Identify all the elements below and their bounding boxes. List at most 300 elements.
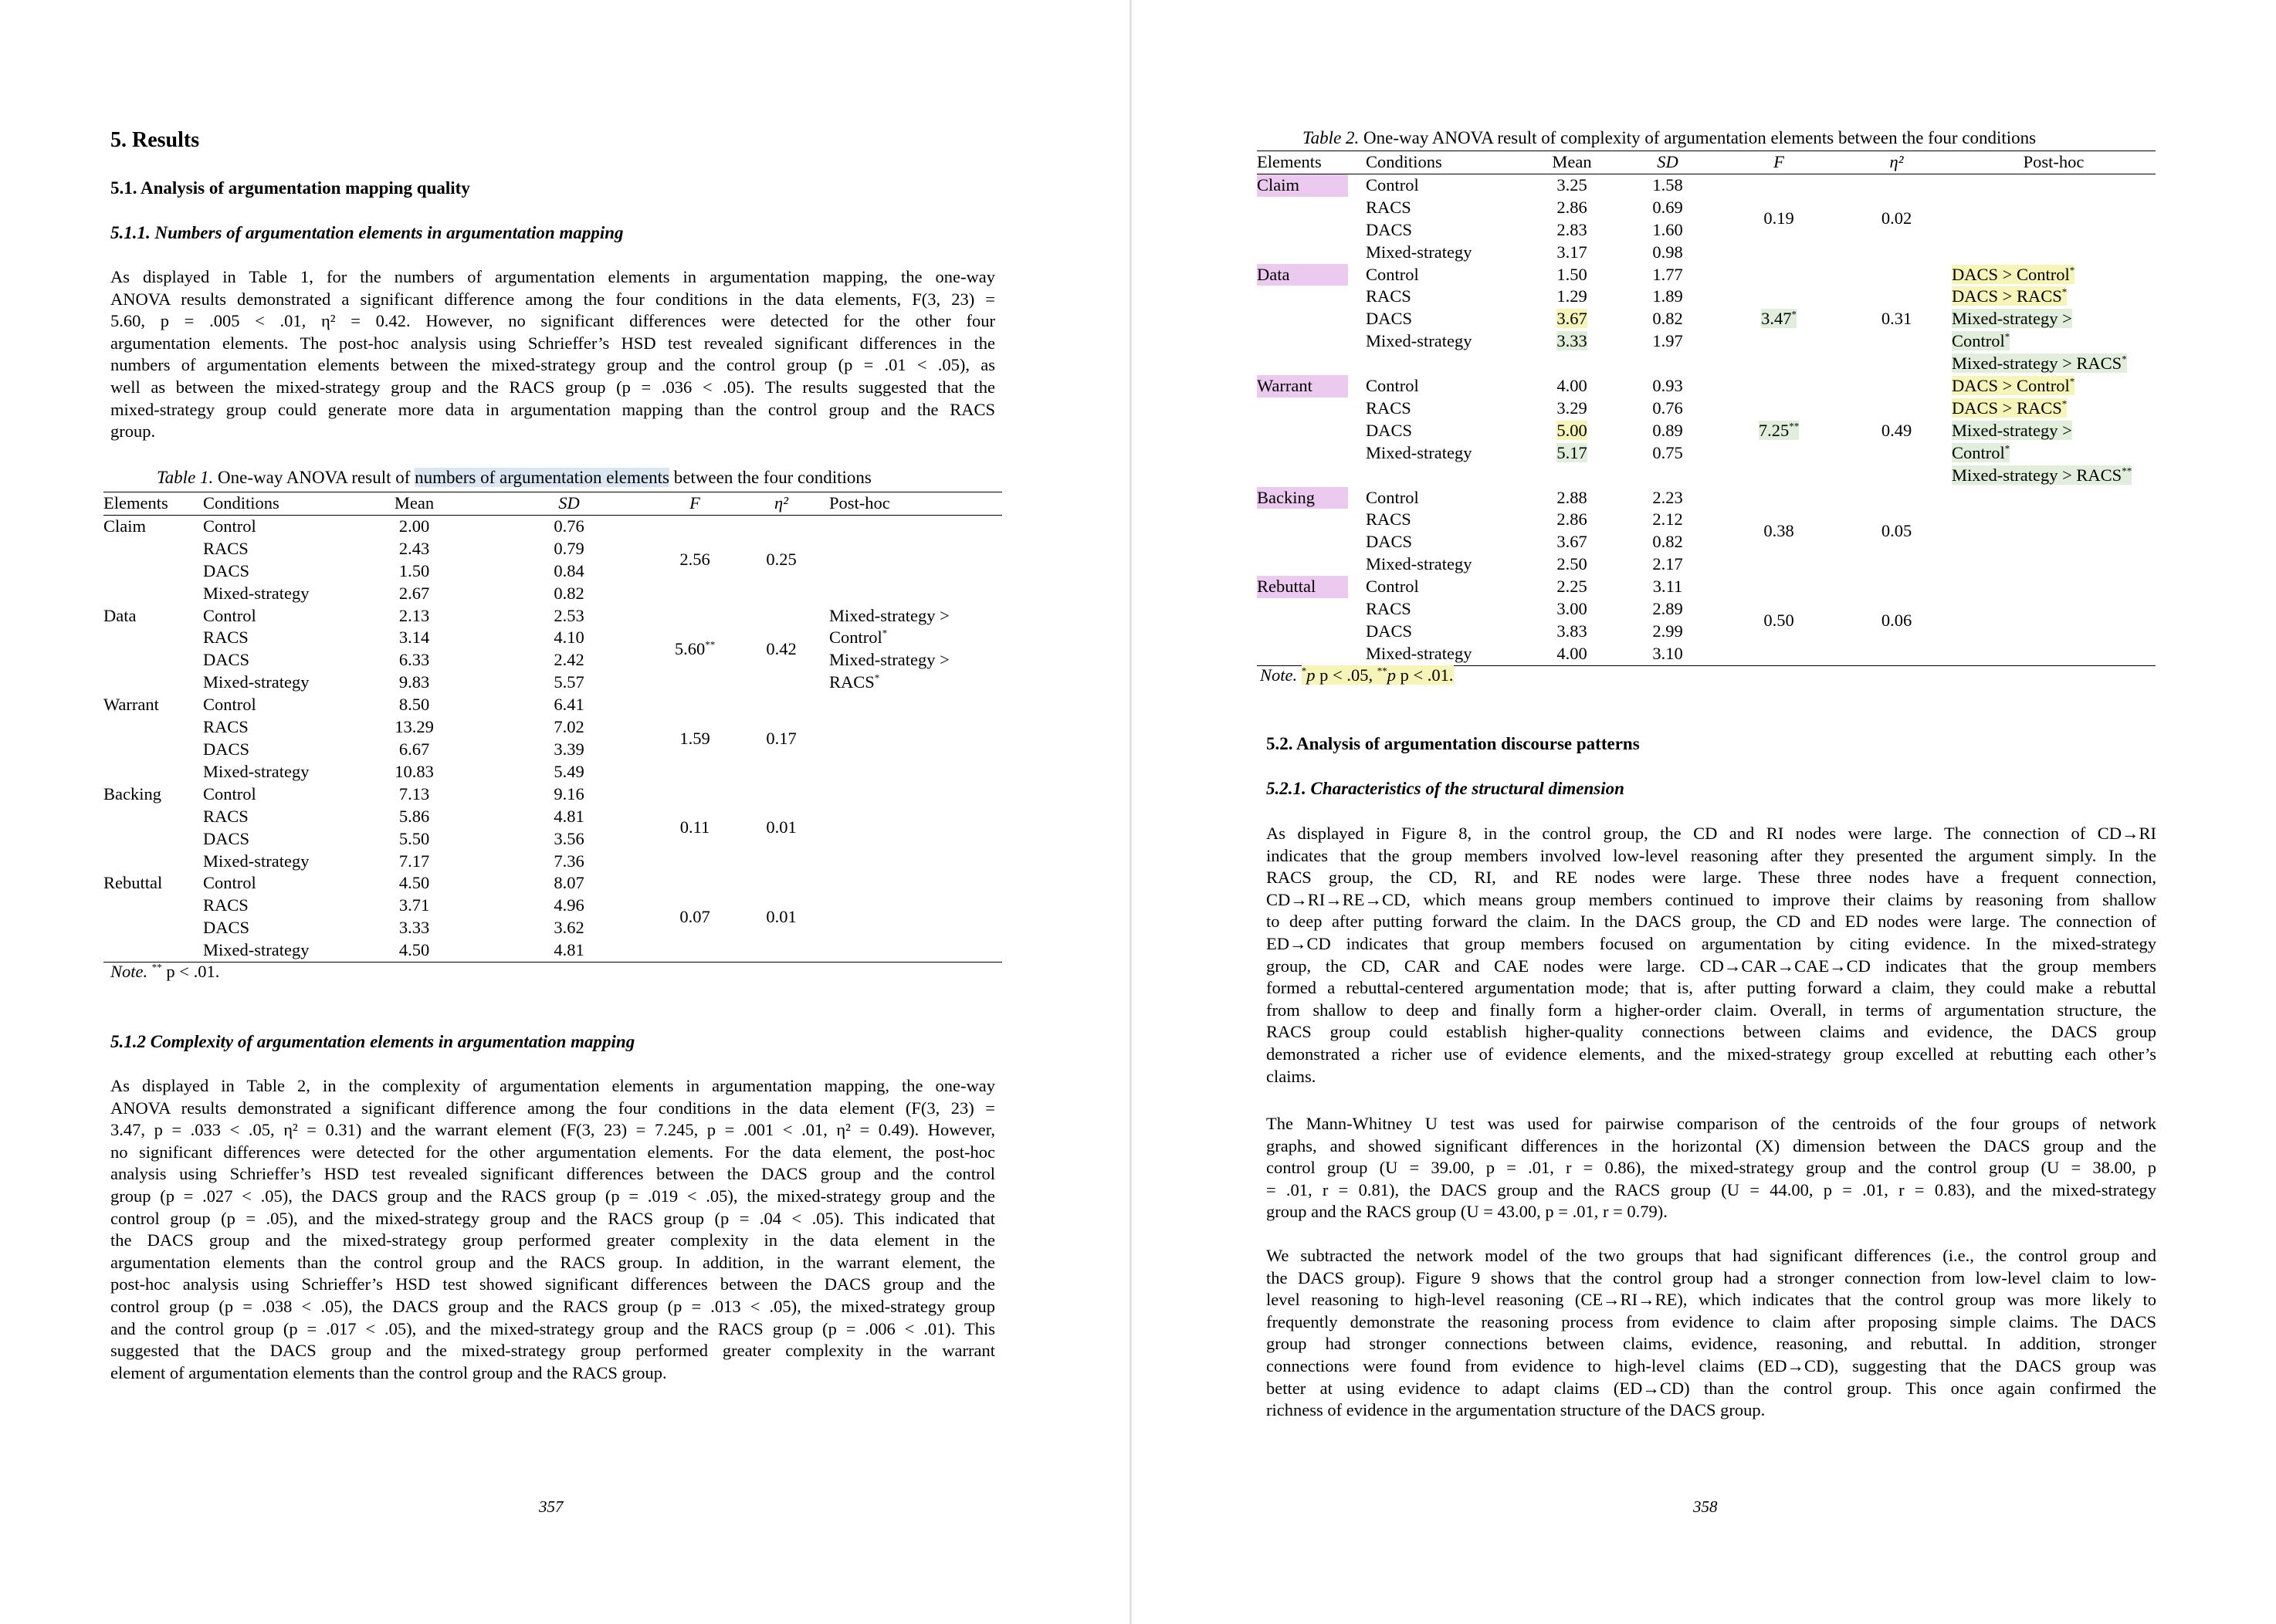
cell-condition: Control <box>203 873 256 893</box>
cell-sd: 6.41 <box>554 695 584 715</box>
cell-f <box>656 783 733 873</box>
cell-mean: 2.00 <box>398 516 430 536</box>
table-row <box>1257 375 2156 398</box>
cell-eta-squared: 0.05 <box>1881 520 1912 540</box>
table-row <box>1257 174 2156 196</box>
cell-sd <box>1619 465 1716 487</box>
table1-header-row <box>103 492 1002 516</box>
section-5-1-2-heading: 5.1.2 Complexity of argumentation elements in argumentation mapping <box>110 1032 635 1051</box>
text-line: the DACS group and the mixed-strategy group performed greater complexity in the data element in the <box>110 1230 995 1250</box>
cell-condition: Mixed-strategy <box>1366 242 1472 262</box>
table-row <box>1257 264 2156 286</box>
text-line: to deep after putting forward the claim. In the DACS group, the CD and ED nodes were large. The connection of <box>1266 912 2156 932</box>
cell-mean: 2.83 <box>1556 219 1587 239</box>
cell-element <box>1257 286 1366 308</box>
cell-sd: 3.11 <box>1652 577 1683 597</box>
cell-element <box>1257 576 1366 598</box>
cell-mean: 10.83 <box>395 761 434 781</box>
element-label-highlight: Rebuttal <box>1257 576 1348 598</box>
header-elements: Elements <box>103 493 168 513</box>
page-358 <box>1132 0 2276 1624</box>
mean-highlight: 3.33 <box>1556 331 1587 351</box>
text-line: element of argumentation elements than the control group and the RACS group. <box>110 1362 667 1382</box>
significance-marker: * <box>2004 442 2010 455</box>
f-value <box>1763 611 1793 630</box>
text-line: and the control group (p = .017 < .05), and the mixed-strategy group and the RACS group (p = .006 < .01). This <box>110 1318 995 1338</box>
header-post-hoc: Post-hoc <box>2023 152 2085 171</box>
cell-sd: 0.82 <box>1652 532 1683 552</box>
text-line: ANOVA results demonstrated a significant difference among the four conditions in the data elements, F(3, 23) = <box>110 289 995 309</box>
cell-element <box>1257 598 1366 621</box>
cell-condition: Mixed-strategy <box>203 940 310 960</box>
element-label-highlight: Backing <box>1257 487 1348 509</box>
cell-element <box>1257 420 1366 442</box>
cell-element <box>1257 174 1366 196</box>
cell-element <box>1257 553 1366 576</box>
cell-f <box>1716 264 1841 376</box>
section-5-1-heading: 5.1. Analysis of argumentation mapping quality <box>110 178 470 198</box>
text-line: argumentation elements. The post-hoc analysis using Schrieffer’s HSD test revealed significant differences in the <box>110 333 995 353</box>
post-hoc-text: DACS > Control <box>1952 264 2070 284</box>
cell-condition: RACS <box>203 895 249 915</box>
cell-element <box>1257 442 1366 465</box>
cell-sd: 1.77 <box>1652 264 1683 284</box>
cell-condition: RACS <box>1366 398 1411 418</box>
post-hoc-line <box>1952 420 2156 442</box>
text-line: from shallow to deep and finally form a higher-order claim. Overall, in terms of argumentation structure, the <box>1266 1000 2156 1020</box>
cell-condition: DACS <box>1366 621 1413 641</box>
f-number: 0.11 <box>679 817 710 837</box>
cell-f <box>1716 174 1841 263</box>
text-line: demonstrated a richer use of evidence elements, and the mixed-strategy group excelled at rebutting each other’s <box>1266 1044 2156 1064</box>
cell-condition: DACS <box>1366 532 1413 552</box>
cell-mean: 3.25 <box>1556 174 1587 195</box>
cell-sd: 0.75 <box>1652 442 1683 462</box>
table2-caption: Table 2. One-way ANOVA result of complexity of argumentation elements between the four conditions <box>1302 128 2037 147</box>
cell-sd: 0.82 <box>554 583 584 603</box>
cell-element: Warrant <box>103 695 159 715</box>
cell-condition: DACS <box>1366 309 1413 329</box>
cell-f <box>656 872 733 962</box>
cell-element: Claim <box>103 516 146 536</box>
cell-element <box>1257 308 1366 330</box>
cell-mean: 5.86 <box>398 806 430 826</box>
cell-element <box>103 538 203 560</box>
paragraph-5-2-1-b <box>1266 1113 2156 1223</box>
cell-element: Rebuttal <box>103 873 163 893</box>
section-5-1-1-heading: 5.1.1. Numbers of argumentation elements in argumentation mapping <box>110 223 624 242</box>
paragraph-5-2-1-c <box>1266 1245 2156 1422</box>
cell-sd: 1.97 <box>1652 331 1683 351</box>
cell-mean: 7.17 <box>398 851 430 871</box>
f-number: 7.25 <box>1758 420 1790 440</box>
cell-condition <box>1366 465 1525 487</box>
text-line: better at using evidence to adapt claims (ED→CD) than the control group. This once again confirmed the <box>1266 1378 2156 1398</box>
cell-mean: 4.50 <box>398 873 430 893</box>
post-hoc-text: Mixed-strategy > <box>1952 309 2072 329</box>
table2-header-row <box>1257 151 2156 174</box>
cell-eta-squared: 0.06 <box>1881 610 1912 630</box>
cell-sd: 0.98 <box>1652 242 1683 262</box>
cell-mean <box>1525 353 1619 375</box>
cell-condition: Control <box>1366 577 1419 597</box>
cell-mean: 2.50 <box>1556 554 1587 574</box>
significance-marker: * <box>2004 330 2010 343</box>
post-hoc-text: Control <box>829 628 882 648</box>
cell-element <box>103 939 203 962</box>
table2-note: Note. *p p < .05, **p p < .01. <box>1260 665 1454 685</box>
post-hoc-line <box>1952 398 2156 420</box>
cell-sd: 0.89 <box>1652 420 1683 440</box>
cell-sd: 4.10 <box>554 628 584 648</box>
cell-element <box>1257 643 1366 665</box>
table2 <box>1257 151 2156 666</box>
cell-sd: 0.76 <box>1652 398 1683 418</box>
cell-sd: 5.49 <box>554 761 584 781</box>
cell-condition: RACS <box>1366 286 1411 306</box>
post-hoc-text: Mixed-strategy > <box>1952 420 2072 440</box>
cell-element: Backing <box>103 783 161 804</box>
cell-mean: 6.33 <box>398 650 430 670</box>
post-hoc-text: Control <box>1952 442 2005 462</box>
f-value <box>679 729 710 748</box>
text-line: CD→RI→RE→CD, which means group members continued to improve their claims by reasoning from shallow <box>1266 889 2156 909</box>
paragraph-5-2-1-a <box>1266 823 2156 1088</box>
cell-condition: RACS <box>203 806 249 826</box>
element-label-highlight: Claim <box>1257 174 1348 197</box>
cell-condition: RACS <box>1366 197 1411 217</box>
cell-element <box>103 851 203 873</box>
cell-condition: DACS <box>203 650 250 670</box>
cell-post-hoc <box>829 872 1002 962</box>
header-eta-squared: η² <box>774 493 788 513</box>
cell-element <box>103 739 203 761</box>
table1-caption: Table 1. One-way ANOVA result of numbers of argumentation elements between the four conditions <box>157 468 872 487</box>
text-line: claims. <box>1266 1066 1316 1086</box>
header-f: F <box>689 493 700 513</box>
cell-element <box>103 716 203 739</box>
section-5-2-1-heading: 5.2.1. Characteristics of the structural dimension <box>1266 779 1624 798</box>
f-value <box>675 639 715 658</box>
cell-sd: 2.99 <box>1652 621 1683 641</box>
post-hoc-line <box>1952 465 2156 487</box>
cell-f <box>1716 576 1841 665</box>
cell-sd: 4.81 <box>554 806 584 826</box>
cell-eta-squared: 0.25 <box>766 550 797 570</box>
cell-sd: 9.16 <box>554 783 584 804</box>
section-5-2-heading: 5.2. Analysis of argumentation discourse patterns <box>1266 734 1640 753</box>
post-hoc-text: DACS > RACS <box>1952 286 2062 306</box>
table1 <box>103 492 1002 963</box>
cell-mean: 3.67 <box>1556 532 1587 552</box>
cell-mean: 3.71 <box>398 895 430 915</box>
text-line: 5.60, p = .005 < .01, η² = 0.42. However, no significant differences were detected for the other four <box>110 311 995 331</box>
cell-mean: 13.29 <box>395 717 434 737</box>
cell-eta-squared: 0.17 <box>766 728 797 748</box>
text-line: richness of evidence in the argumentation structure of the DACS group. <box>1266 1400 1766 1420</box>
text-line: the DACS group). Figure 9 shows that the control group had a stronger connection from low-level claim to low- <box>1266 1267 2156 1287</box>
cell-post-hoc <box>1952 174 2156 263</box>
paragraph-5-1-2 <box>110 1075 995 1384</box>
cell-element <box>103 627 203 649</box>
cell-mean: 2.67 <box>398 583 430 603</box>
cell-condition: RACS <box>1366 599 1411 619</box>
cell-condition: RACS <box>1366 509 1411 529</box>
cell-f <box>656 515 733 604</box>
cell-mean: 6.67 <box>398 739 430 759</box>
cell-condition: DACS <box>203 828 250 848</box>
cell-element <box>1257 621 1366 643</box>
f-number: 2.56 <box>679 550 710 570</box>
text-line: group. <box>110 421 156 442</box>
cell-condition: DACS <box>1366 420 1413 440</box>
significance-marker: * <box>2061 286 2068 298</box>
table-row <box>1257 576 2156 598</box>
section-heading-results: 5. Results <box>110 128 200 152</box>
cell-mean: 3.00 <box>1556 599 1587 619</box>
text-line: control group (p = .05), and the mixed-strategy group and the RACS group (p = .04 < .05). This indicated that <box>110 1208 995 1228</box>
post-hoc-line <box>829 627 1002 649</box>
cell-mean: 1.50 <box>398 560 430 580</box>
cell-condition: Control <box>1366 376 1419 396</box>
cell-element <box>1257 487 1366 509</box>
cell-condition: Mixed-strategy <box>1366 643 1472 663</box>
f-number: 0.50 <box>1763 610 1794 630</box>
cell-sd: 0.82 <box>1652 309 1683 329</box>
cell-element: Data <box>103 605 137 625</box>
page-357 <box>0 0 1130 1624</box>
text-line: analysis using Schrieffer’s HSD test revealed significant differences between the DACS group and the control <box>110 1164 995 1184</box>
cell-element <box>103 917 203 939</box>
post-hoc-text: DACS > Control <box>1952 376 2070 396</box>
cell-mean: 3.83 <box>1556 621 1587 641</box>
cell-mean: 2.13 <box>398 605 430 625</box>
table-row <box>103 605 1002 628</box>
cell-sd: 1.89 <box>1652 286 1683 306</box>
cell-mean: 3.33 <box>398 918 430 938</box>
cell-mean: 2.43 <box>398 538 430 558</box>
cell-sd: 4.81 <box>554 940 584 960</box>
cell-sd: 0.79 <box>554 538 584 558</box>
cell-sd: 2.42 <box>554 650 584 670</box>
cell-eta-squared: 0.42 <box>766 638 797 658</box>
post-hoc-line <box>1952 353 2156 375</box>
cell-eta-squared: 0.01 <box>766 906 797 926</box>
cell-f <box>1716 375 1841 487</box>
cell-mean: 2.86 <box>1556 509 1587 529</box>
text-line: connections were found from evidence to high-level claims (ED→CD), suggesting that the DACS group was <box>1266 1355 2156 1375</box>
cell-sd <box>1619 353 1716 375</box>
cell-element <box>103 560 203 583</box>
cell-sd: 0.93 <box>1652 376 1683 396</box>
cell-condition: RACS <box>203 717 249 737</box>
text-line: level reasoning to high-level reasoning (CE→RI→RE), which indicates that the control group was more likely to <box>1266 1290 2156 1310</box>
f-value <box>1761 309 1797 328</box>
post-hoc-text: DACS > RACS <box>1952 398 2062 418</box>
cell-element <box>103 583 203 605</box>
cell-sd: 0.84 <box>554 560 584 580</box>
cell-condition: Control <box>1366 264 1419 284</box>
cell-eta-squared: 0.02 <box>1881 208 1912 228</box>
text-line: = .01, r = 0.81), the DACS group and the RACS group (U = 44.00, p = .01, r = 0.83), and the mixed-strategy <box>1266 1179 2156 1199</box>
cell-sd: 2.89 <box>1652 599 1683 619</box>
cell-condition: Mixed-strategy <box>203 672 310 692</box>
cell-element <box>103 806 203 828</box>
header-mean: Mean <box>1552 152 1592 171</box>
cell-post-hoc <box>1952 576 2156 665</box>
f-number: 0.19 <box>1763 208 1794 228</box>
cell-condition: DACS <box>203 739 250 759</box>
cell-sd: 8.07 <box>554 873 584 893</box>
post-hoc-line <box>1952 442 2156 465</box>
f-value <box>1759 421 1799 440</box>
post-hoc-line <box>1952 286 2156 308</box>
cell-sd: 2.23 <box>1652 487 1683 507</box>
cell-mean: 2.88 <box>1556 487 1587 507</box>
f-number: 3.47 <box>1761 309 1792 329</box>
text-line: RACS group could establish higher-quality connections between claims and evidence, the DACS group <box>1266 1022 2156 1042</box>
text-line: graphs, and showed significant differences in the horizontal (X) dimension between the DACS group and the <box>1266 1135 2156 1155</box>
table-row <box>103 872 1002 895</box>
table-row <box>103 515 1002 537</box>
f-number: 1.59 <box>679 728 710 748</box>
cell-condition: RACS <box>203 628 249 648</box>
cell-sd: 2.17 <box>1652 554 1683 574</box>
header-elements: Elements <box>1257 152 1322 171</box>
significance-marker: * <box>2069 375 2075 387</box>
text-line: numbers of argumentation elements between the mixed-strategy group and the control group (p = .01 < .05), as <box>110 355 995 375</box>
post-hoc-line <box>1952 330 2156 353</box>
post-hoc-line <box>1952 264 2156 286</box>
cell-post-hoc <box>829 515 1002 604</box>
cell-mean: 4.00 <box>1556 643 1587 663</box>
text-line: As displayed in Table 2, in the complexity of argumentation elements in argumentation mapping, the one-way <box>110 1076 995 1095</box>
paragraph-5-1-1 <box>110 266 995 443</box>
significance-marker: * <box>2061 398 2068 410</box>
cell-sd: 0.76 <box>554 516 584 536</box>
significance-marker: ** <box>2122 465 2132 477</box>
text-line: ANOVA results demonstrated a significant difference among the four conditions in the data element (F(3, 23) = <box>110 1098 995 1118</box>
cell-sd: 0.69 <box>1652 197 1683 217</box>
cell-mean: 5.50 <box>398 828 430 848</box>
cell-mean: 3.29 <box>1556 398 1587 418</box>
cell-element <box>1257 242 1366 264</box>
f-value <box>680 817 710 837</box>
text-line: frequently demonstrate the reasoning process from evidence to claim after proposing simple claims. The DACS <box>1266 1311 2156 1331</box>
table-row <box>103 783 1002 806</box>
cell-condition: DACS <box>203 560 250 580</box>
cell-mean: 3.17 <box>1556 242 1587 262</box>
table-row <box>103 694 1002 716</box>
cell-mean: 4.00 <box>1556 376 1587 396</box>
text-line: argumentation elements than the control group and the RACS group. In addition, in the warrant element, the <box>110 1252 995 1272</box>
cell-mean: 7.13 <box>398 783 430 804</box>
cell-mean: 9.83 <box>398 672 430 692</box>
text-line: The Mann-Whitney U test was used for pairwise comparison of the centroids of the four groups of network <box>1266 1114 2156 1133</box>
cell-element <box>1257 398 1366 420</box>
text-line: group, the CD, CAR and CAE nodes were large. CD→CAR→CAE→CD indicates that the group members <box>1266 956 2156 976</box>
cell-condition: RACS <box>203 538 249 558</box>
post-hoc-line <box>1952 308 2156 330</box>
cell-f <box>1716 487 1841 577</box>
cell-mean: 4.50 <box>398 940 430 960</box>
cell-condition: DACS <box>203 918 250 938</box>
mean-highlight: 5.17 <box>1556 442 1587 462</box>
cell-sd: 1.58 <box>1652 174 1683 195</box>
cell-element <box>1257 531 1366 553</box>
cell-sd: 2.53 <box>554 605 584 625</box>
post-hoc-text: RACS <box>829 672 875 692</box>
element-label-highlight: Warrant <box>1257 375 1348 398</box>
significance-marker: * <box>882 627 888 639</box>
cell-element <box>1257 330 1366 353</box>
cell-mean <box>1525 442 1619 465</box>
header-sd: SD <box>558 493 580 513</box>
cell-eta-squared: 0.01 <box>766 817 797 837</box>
cell-element <box>1257 509 1366 531</box>
post-hoc-line <box>829 605 1002 628</box>
table1-caption-highlight: numbers of argumentation elements <box>415 468 669 487</box>
significance-marker: ** <box>1789 420 1800 432</box>
f-number: 5.60 <box>674 638 706 658</box>
page-number: 358 <box>1693 1497 1718 1516</box>
post-hoc-line <box>829 672 1002 694</box>
cell-element <box>1257 197 1366 219</box>
text-line: ED→CD indicates that group members focused on argumentation by citing evidence. In the mixed-strategy <box>1266 933 2156 953</box>
cell-mean <box>1525 330 1619 353</box>
cell-element <box>1257 353 1366 375</box>
cell-sd: 3.10 <box>1652 643 1683 663</box>
cell-mean: 2.25 <box>1556 577 1587 597</box>
cell-element <box>1257 465 1366 487</box>
cell-condition: Control <box>1366 487 1419 507</box>
cell-condition: Control <box>203 605 256 625</box>
text-line: group and the RACS group (U = 43.00, p = .01, r = 0.79). <box>1266 1202 1668 1222</box>
text-line: formed a rebuttal-centered argumentation mode; that is, after putting forward a claim, they could make a rebuttal <box>1266 978 2156 998</box>
page-number: 357 <box>539 1497 564 1516</box>
text-line: well as between the mixed-strategy group and the RACS group (p = .036 < .05). The results suggested that the <box>110 377 995 397</box>
cell-element <box>1257 264 1366 286</box>
cell-post-hoc <box>1952 487 2156 577</box>
cell-sd: 7.02 <box>554 717 584 737</box>
cell-condition: DACS <box>1366 219 1413 239</box>
cell-post-hoc <box>829 783 1002 873</box>
cell-sd: 3.56 <box>554 828 584 848</box>
text-line: no significant differences were detected for the other argumentation elements. For the data element, the post-hoc <box>110 1142 995 1162</box>
cell-element <box>103 649 203 672</box>
f-value <box>1763 208 1793 228</box>
cell-sd: 7.36 <box>554 851 584 871</box>
f-value <box>679 550 710 569</box>
cell-sd: 1.60 <box>1652 219 1683 239</box>
cell-mean <box>1525 420 1619 442</box>
cell-post-hoc <box>829 605 1002 695</box>
mean-highlight: 3.67 <box>1556 309 1587 329</box>
cell-condition: Mixed-strategy <box>1366 331 1472 351</box>
cell-element <box>1257 219 1366 242</box>
cell-mean: 3.14 <box>398 628 430 648</box>
text-line: RACS group, the CD, RI, and RE nodes were large. These three nodes have a frequent connection, <box>1266 868 2156 888</box>
header-eta-squared: η² <box>1889 152 1904 171</box>
post-hoc-line <box>1952 375 2156 398</box>
cell-mean <box>1525 465 1619 487</box>
text-line: control group (p = .038 < .05), the DACS group and the RACS group (p = .013 < .05), the mixed-strategy group <box>110 1296 995 1316</box>
cell-post-hoc <box>1952 375 2156 487</box>
cell-condition: Mixed-strategy <box>203 583 310 603</box>
text-line: suggested that the DACS group and the mixed-strategy group performed greater complexity in the warrant <box>110 1341 995 1361</box>
significance-marker: * <box>2122 353 2127 365</box>
cell-sd: 3.62 <box>554 918 584 938</box>
